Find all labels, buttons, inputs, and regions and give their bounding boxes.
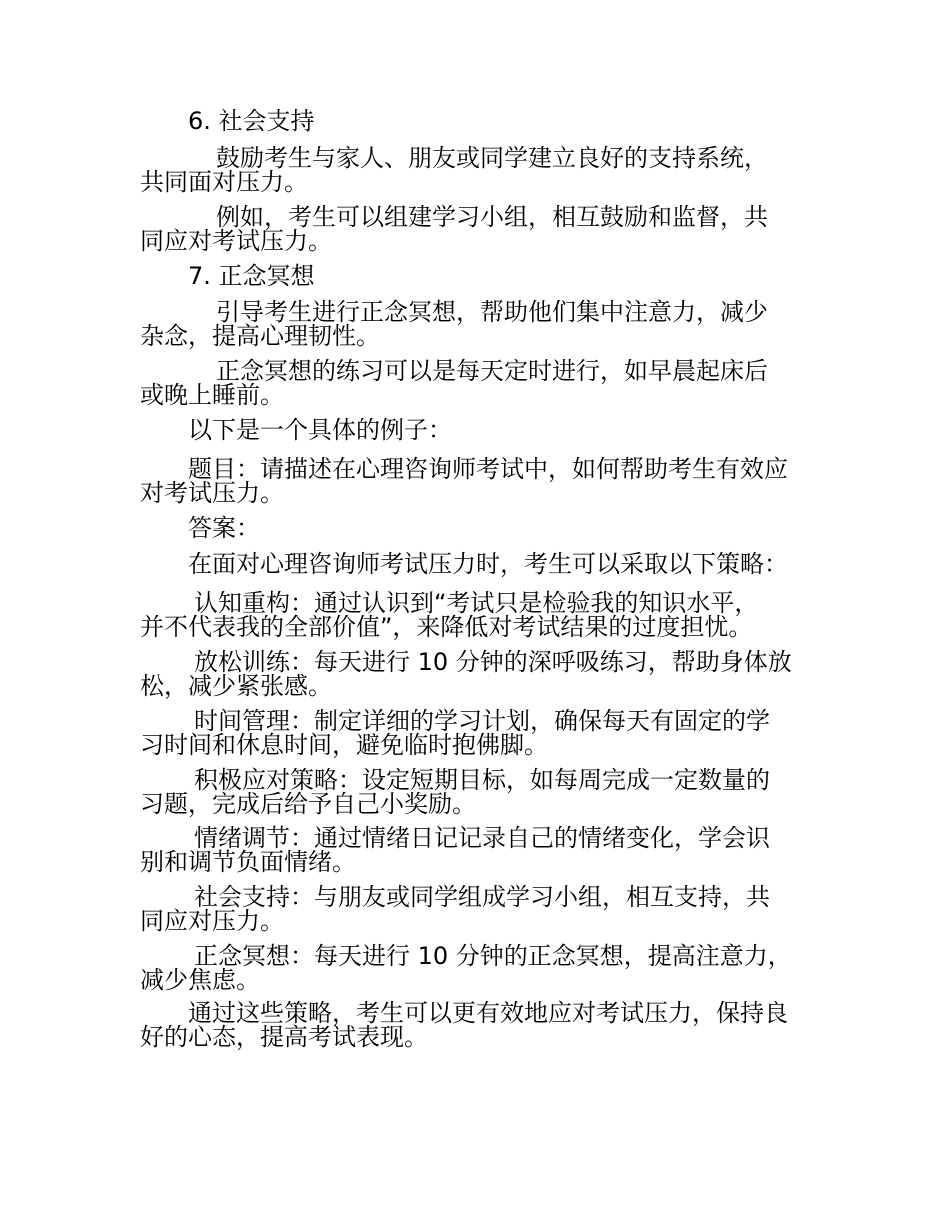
paragraph-line: 时间管理：制定详细的学习计划，确保每天有固定的学 [194,707,770,735]
paragraph-line: 好的心态，提高考试表现。 [140,1023,428,1051]
strategy-item [140,591,812,639]
strategy-item [140,944,812,992]
question-paragraph [140,457,812,505]
paragraph-line: 或晚上睡前。 [140,381,284,409]
conclusion-paragraph [140,1001,812,1049]
paragraph-line: 习时间和休息时间，避免临时抱佛脚。 [140,731,548,759]
paragraph-line: 对考试压力。 [140,479,284,507]
section-heading-social-support: 6. 社会支持 [188,107,315,135]
strategy-item [140,768,812,816]
paragraph-line: 正念冥想：每天进行 10 分钟的正念冥想，提高注意力， [194,942,792,970]
strategy-item [140,885,812,933]
paragraph-line: 同应对压力。 [140,907,284,935]
paragraph-line: 减少焦虑。 [140,966,260,994]
paragraph-line: 社会支持：与朋友或同学组成学习小组，相互支持，共 [194,883,770,911]
paragraph-line: 题目：请描述在心理咨询师考试中，如何帮助考生有效应 [188,455,788,483]
strategy-item [140,826,812,874]
paragraph-line: 鼓励考生与家人、朋友或同学建立良好的支持系统， [216,144,768,172]
paragraph-line: 习题，完成后给予自己小奖励。 [140,790,476,818]
paragraph-line: 同应对考试压力。 [140,227,332,255]
paragraph-line: 引导考生进行正念冥想，帮助他们集中注意力，减少 [216,298,768,326]
section-heading-mindfulness: 7. 正念冥想 [188,262,315,290]
paragraph-line: 别和调节负面情绪。 [140,848,356,876]
paragraph [140,205,812,253]
paragraph-line: 通过这些策略，考生可以更有效地应对考试压力，保持良 [188,999,788,1027]
paragraph-line: 例如，考生可以组建学习小组，相互鼓励和监督，共 [216,203,768,231]
paragraph-line: 并不代表我的全部价值”，来降低对考试结果的过度担忧。 [140,613,753,641]
paragraph-line: 认知重构：通过认识到“考试只是检验我的知识水平， [194,589,759,617]
paragraph-line: 正念冥想的练习可以是每天定时进行，如早晨起床后 [216,357,768,385]
paragraph-line: 共同面对压力。 [140,168,308,196]
paragraph-line: 松，减少紧张感。 [140,672,332,700]
intro-line: 以下是一个具体的例子： [188,416,452,444]
paragraph [140,146,812,194]
paragraph [140,300,812,348]
paragraph [140,359,812,407]
answer-label: 答案： [188,514,260,542]
strategy-item [140,650,812,698]
paragraph-line: 积极应对策略：设定短期目标，如每周完成一定数量的 [194,766,770,794]
paragraph-line: 放松训练：每天进行 10 分钟的深呼吸练习，帮助身体放 [194,648,792,676]
answer-intro: 在面对心理咨询师考试压力时，考生可以采取以下策略： [188,550,788,578]
paragraph-line: 情绪调节：通过情绪日记记录自己的情绪变化，学会识 [194,824,770,852]
paragraph-line: 杂念，提高心理韧性。 [140,322,380,350]
strategy-item [140,709,812,757]
